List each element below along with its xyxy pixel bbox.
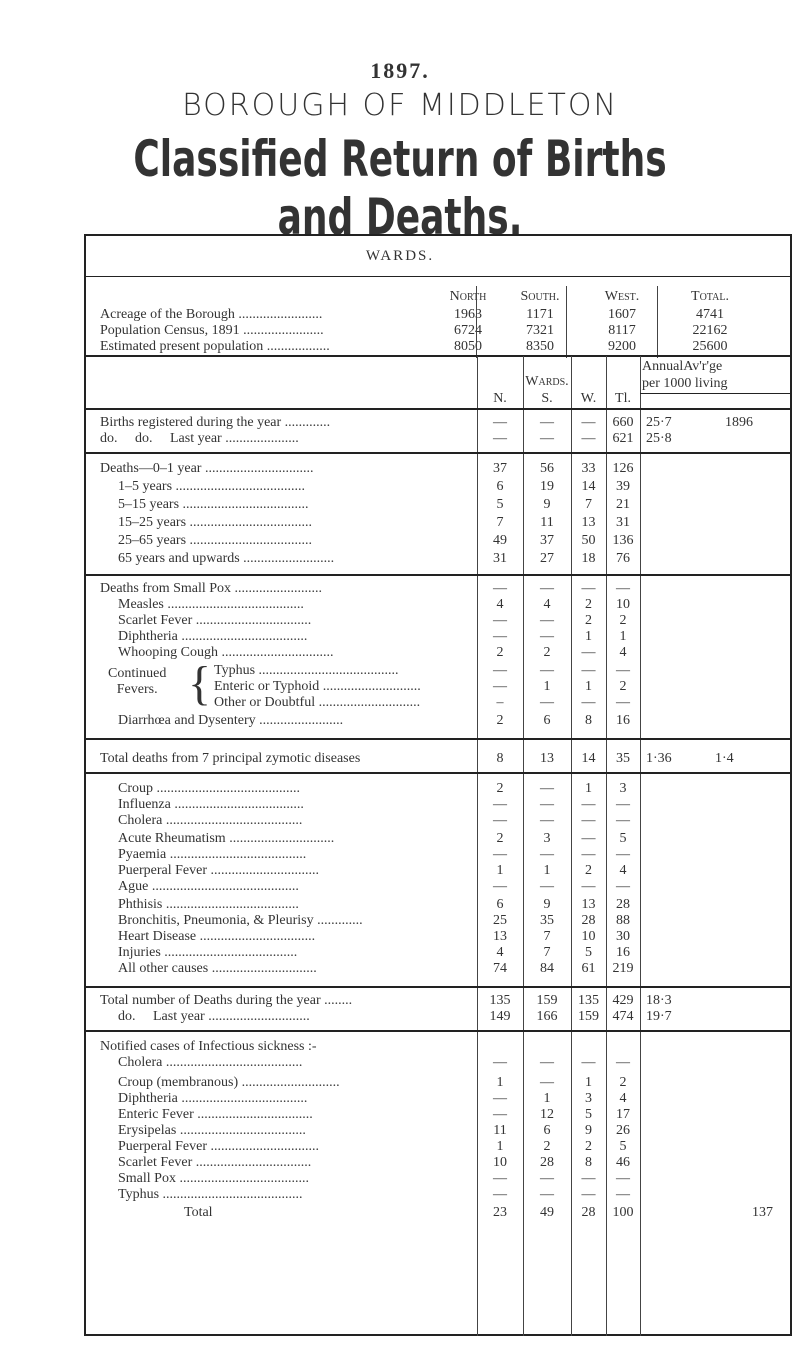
value-cell: — bbox=[581, 847, 596, 862]
acreage-value: 1607 bbox=[608, 307, 636, 322]
value-cell: 9 bbox=[585, 1123, 592, 1138]
age-row-label: 15–25 years ................................... bbox=[118, 516, 313, 530]
notified-row-label: Enteric Fever ................................. bbox=[118, 1108, 313, 1122]
value-cell: 28 bbox=[616, 897, 630, 912]
value-cell: 26 bbox=[616, 1123, 630, 1138]
value-cell: 1 bbox=[496, 1075, 504, 1090]
age-row-label: Deaths—0–1 year ............................... bbox=[100, 462, 314, 476]
age-row-label: 5–15 years .................................... bbox=[118, 498, 309, 512]
value-cell: 1 bbox=[585, 1075, 592, 1090]
value-cell: 5 bbox=[619, 1139, 627, 1154]
value-cell: 100 bbox=[612, 1205, 634, 1220]
zymotic-row-label: Measles ....................................... bbox=[118, 598, 304, 612]
acreage-value: 1963 bbox=[454, 307, 482, 322]
value-cell: — bbox=[581, 1187, 596, 1202]
value-cell: 660 bbox=[612, 415, 634, 430]
value-cell: — bbox=[493, 1091, 507, 1106]
value-cell: — bbox=[581, 415, 596, 430]
value-cell: 3 bbox=[543, 831, 551, 846]
value-cell: — bbox=[493, 581, 507, 596]
notified-row-label: Scarlet Fever ................................. bbox=[118, 1156, 312, 1170]
value-cell: 135 bbox=[578, 993, 599, 1008]
value-cell: 2 bbox=[619, 613, 627, 628]
value-cell: 1 bbox=[543, 863, 551, 878]
acreage-value: 8350 bbox=[526, 339, 554, 354]
value-cell: — bbox=[540, 1171, 554, 1186]
value-cell: — bbox=[493, 847, 507, 862]
value-cell: — bbox=[540, 813, 554, 828]
wards-header: Wards. bbox=[525, 374, 569, 389]
value-cell: 2 bbox=[543, 1139, 551, 1154]
value-cell: 3 bbox=[619, 781, 627, 796]
value-cell: 2 bbox=[585, 1139, 592, 1154]
value-cell: 56 bbox=[540, 461, 554, 476]
value-cell: 5 bbox=[585, 1107, 592, 1122]
col-north: N. bbox=[493, 391, 507, 406]
value-cell: 4 bbox=[496, 597, 504, 612]
value-cell: 5 bbox=[619, 831, 627, 846]
value-cell: 21 bbox=[616, 497, 630, 512]
births-row-label: Births registered during the year ............. bbox=[100, 416, 331, 430]
value-cell: 49 bbox=[493, 533, 507, 548]
ward-col-rule bbox=[566, 286, 567, 358]
total-deaths-avg: 18·3 bbox=[646, 993, 672, 1008]
section-rule bbox=[84, 738, 792, 740]
value-cell: 1 bbox=[619, 629, 627, 644]
value-cell: — bbox=[540, 1055, 554, 1070]
value-cell: 136 bbox=[612, 533, 634, 548]
age-row-label: 25–65 years ................................... bbox=[118, 534, 313, 548]
age-row-label: 65 years and upwards .......................... bbox=[118, 552, 335, 566]
value-cell: — bbox=[493, 1171, 507, 1186]
value-cell: 14 bbox=[581, 751, 596, 766]
value-cell: 10 bbox=[493, 1155, 507, 1170]
value-cell: — bbox=[616, 1055, 630, 1070]
value-cell: 429 bbox=[612, 993, 634, 1008]
ward-col-rule bbox=[476, 286, 477, 358]
value-cell: — bbox=[493, 1187, 507, 1202]
value-cell: 135 bbox=[489, 993, 511, 1008]
value-cell: 61 bbox=[581, 961, 596, 976]
value-cell: — bbox=[493, 415, 507, 430]
value-cell: 49 bbox=[540, 1205, 554, 1220]
acreage-row-label: Acreage of the Borough ........................ bbox=[100, 308, 323, 322]
value-cell: — bbox=[493, 431, 507, 446]
value-cell: 50 bbox=[581, 533, 596, 548]
section-rule bbox=[84, 408, 792, 410]
value-cell: 3 bbox=[585, 1091, 592, 1106]
section-rule bbox=[84, 355, 792, 357]
cause-row-label: Phthisis ...................................... bbox=[118, 898, 299, 912]
page-number: 137 bbox=[752, 1205, 773, 1220]
brace-icon: { bbox=[188, 657, 212, 710]
value-cell: — bbox=[581, 831, 596, 846]
value-cell: — bbox=[616, 663, 630, 678]
notified-row-label: Erysipelas .................................... bbox=[118, 1124, 306, 1138]
value-cell: 12 bbox=[540, 1107, 554, 1122]
value-cell: 2 bbox=[496, 781, 504, 796]
value-cell: — bbox=[493, 797, 507, 812]
value-cell: 8 bbox=[496, 751, 504, 766]
value-cell: 7 bbox=[585, 497, 592, 512]
value-cell: 159 bbox=[578, 1009, 599, 1024]
value-cell: 159 bbox=[536, 993, 558, 1008]
value-cell: 16 bbox=[616, 945, 630, 960]
zymotic-total-avg: 1·36 bbox=[646, 751, 672, 766]
value-cell: — bbox=[581, 431, 596, 446]
value-cell: 8 bbox=[585, 713, 592, 728]
notified-total-label: Total bbox=[184, 1205, 213, 1220]
value-cell: 13 bbox=[493, 929, 507, 944]
acreage-value: 9200 bbox=[608, 339, 636, 354]
value-cell: 28 bbox=[581, 913, 596, 928]
value-cell: 474 bbox=[612, 1009, 634, 1024]
value-cell: — bbox=[540, 629, 554, 644]
section-rule bbox=[84, 1030, 792, 1032]
cause-row-label: Pyaemia ....................................... bbox=[118, 848, 307, 862]
value-cell: 166 bbox=[536, 1009, 558, 1024]
value-cell: 28 bbox=[581, 1205, 596, 1220]
value-cell: 9 bbox=[543, 897, 551, 912]
zymotic-row-label: Scarlet Fever ................................. bbox=[118, 614, 312, 628]
ward-header-2: West. bbox=[604, 289, 640, 304]
value-cell: 6 bbox=[496, 479, 504, 494]
value-cell: 4 bbox=[619, 863, 627, 878]
value-cell: — bbox=[616, 695, 630, 710]
value-cell: 6 bbox=[543, 1123, 551, 1138]
value-cell: 2 bbox=[619, 679, 627, 694]
value-cell: 7 bbox=[496, 515, 504, 530]
col-south: S. bbox=[541, 391, 553, 406]
value-cell: 88 bbox=[616, 913, 630, 928]
value-cell: 16 bbox=[616, 713, 630, 728]
cause-row-label: Ague .......................................... bbox=[118, 880, 299, 894]
zymotic-total-year: 1·4 bbox=[715, 751, 734, 766]
cause-row-label: Puerperal Fever ............................... bbox=[118, 864, 320, 878]
zymotic-total-label: Total deaths from 7 principal zymotic diseases bbox=[100, 751, 361, 766]
ward-header-3: Total. bbox=[691, 289, 729, 304]
value-cell: — bbox=[540, 1187, 554, 1202]
notified-row-label: Croup (membranous) ............................ bbox=[118, 1076, 340, 1090]
value-cell: 39 bbox=[616, 479, 630, 494]
continued-fevers-label: Continued Fevers. bbox=[108, 666, 167, 697]
total-deaths-label: Total number of Deaths during the year ........ bbox=[100, 994, 353, 1008]
value-cell: 30 bbox=[616, 929, 630, 944]
value-cell: — bbox=[581, 813, 596, 828]
avg-header-line1: AnnualAv'r'ge bbox=[642, 359, 723, 374]
cause-row-label: Bronchitis, Pneumonia, & Pleurisy ............. bbox=[118, 914, 363, 928]
value-cell: — bbox=[540, 1075, 554, 1090]
value-cell: — bbox=[581, 1171, 596, 1186]
value-cell: 17 bbox=[616, 1107, 630, 1122]
value-cell: — bbox=[540, 663, 554, 678]
value-cell: 5 bbox=[496, 497, 504, 512]
section-rule bbox=[84, 452, 792, 454]
age-row-label: 1–5 years ..................................... bbox=[118, 480, 306, 494]
page-title: Classified Return of Births and Deaths. bbox=[133, 130, 667, 246]
notified-row-label: Puerperal Fever ............................... bbox=[118, 1140, 320, 1154]
avg-header-line2: per 1000 living bbox=[642, 376, 728, 391]
value-cell: 2 bbox=[496, 645, 504, 660]
acreage-value: 7321 bbox=[526, 323, 554, 338]
value-cell: 35 bbox=[616, 751, 630, 766]
value-cell: — bbox=[493, 679, 507, 694]
col-total: Tl. bbox=[615, 391, 631, 406]
births-avg: 25·8 bbox=[646, 431, 672, 446]
acreage-row-label: Estimated present population .................. bbox=[100, 340, 330, 354]
notified-row-label: Cholera ....................................... bbox=[118, 1056, 303, 1070]
value-cell: 19 bbox=[540, 479, 554, 494]
value-cell: — bbox=[540, 415, 554, 430]
value-cell: 13 bbox=[581, 897, 596, 912]
value-cell: 33 bbox=[581, 461, 596, 476]
wards-rule bbox=[84, 276, 792, 277]
value-cell: 84 bbox=[540, 961, 554, 976]
value-cell: — bbox=[540, 431, 554, 446]
value-cell: 31 bbox=[493, 551, 507, 566]
value-cell: — bbox=[540, 695, 554, 710]
value-cell: — bbox=[540, 581, 554, 596]
zymotic-row-label: Diphtheria .................................... bbox=[118, 630, 308, 644]
value-cell: — bbox=[493, 663, 507, 678]
value-cell: — bbox=[493, 879, 507, 894]
value-cell: 1 bbox=[496, 1139, 504, 1154]
value-cell: 1 bbox=[543, 1091, 551, 1106]
zymotic-row-label: Enteric or Typhoid ............................ bbox=[214, 680, 421, 694]
value-cell: 46 bbox=[616, 1155, 630, 1170]
value-cell: — bbox=[616, 879, 630, 894]
value-cell: 23 bbox=[493, 1205, 507, 1220]
cause-row-label: Acute Rheumatism .............................. bbox=[118, 832, 335, 846]
value-cell: 10 bbox=[581, 929, 596, 944]
value-cell: — bbox=[493, 813, 507, 828]
value-cell: 18 bbox=[581, 551, 596, 566]
value-cell: 6 bbox=[543, 713, 551, 728]
acreage-value: 6724 bbox=[454, 323, 482, 338]
value-cell: 1 bbox=[585, 781, 592, 796]
value-cell: — bbox=[581, 879, 596, 894]
notified-row-label: Typhus ........................................ bbox=[118, 1188, 303, 1202]
value-cell: 4 bbox=[619, 1091, 627, 1106]
value-cell: 2 bbox=[585, 597, 592, 612]
value-cell: 6 bbox=[496, 897, 504, 912]
acreage-value: 8117 bbox=[608, 323, 636, 338]
acreage-value: 1171 bbox=[526, 307, 554, 322]
value-cell: — bbox=[493, 1055, 507, 1070]
value-cell: — bbox=[581, 695, 596, 710]
value-cell: 11 bbox=[493, 1123, 507, 1138]
zymotic-row-label: Diarrhœa and Dysentery ........................ bbox=[118, 714, 344, 728]
value-cell: 27 bbox=[540, 551, 554, 566]
col-west: W. bbox=[580, 391, 597, 406]
value-cell: 149 bbox=[489, 1009, 511, 1024]
cause-row-label: Croup ......................................... bbox=[118, 782, 300, 796]
value-cell: 76 bbox=[616, 551, 630, 566]
acreage-row-label: Population Census, 1891 ....................... bbox=[100, 324, 324, 338]
value-cell: — bbox=[581, 797, 596, 812]
value-cell: 25 bbox=[493, 913, 507, 928]
value-cell: 31 bbox=[616, 515, 630, 530]
value-cell: 74 bbox=[493, 961, 507, 976]
value-cell: 4 bbox=[496, 945, 504, 960]
zymotic-row-label: Whooping Cough ................................ bbox=[118, 646, 334, 660]
ward-header-0: North bbox=[449, 289, 487, 304]
value-cell: — bbox=[616, 813, 630, 828]
acreage-value: 8050 bbox=[454, 339, 482, 354]
value-cell: 37 bbox=[540, 533, 554, 548]
value-cell: — bbox=[581, 645, 596, 660]
value-cell: 2 bbox=[619, 1075, 627, 1090]
value-cell: — bbox=[616, 1171, 630, 1186]
zymotic-row-label: Deaths from Small Pox ......................... bbox=[100, 582, 323, 596]
value-cell: 2 bbox=[496, 713, 504, 728]
value-cell: 2 bbox=[585, 613, 592, 628]
value-cell: 5 bbox=[585, 945, 592, 960]
value-cell: 1 bbox=[543, 679, 551, 694]
value-cell: 28 bbox=[540, 1155, 554, 1170]
zymotic-row-label: Typhus ........................................ bbox=[214, 664, 399, 678]
value-cell: 2 bbox=[543, 645, 551, 660]
cause-row-label: All other causes .............................. bbox=[118, 962, 317, 976]
value-cell: 14 bbox=[581, 479, 596, 494]
value-cell: — bbox=[540, 781, 554, 796]
wards-title: WARDS. bbox=[365, 248, 435, 264]
value-cell: 13 bbox=[581, 515, 596, 530]
value-cell: — bbox=[493, 629, 507, 644]
value-cell: 8 bbox=[585, 1155, 592, 1170]
cause-row-label: Heart Disease ................................. bbox=[118, 930, 316, 944]
notified-row-label: Diphtheria .................................... bbox=[118, 1092, 308, 1106]
value-cell: 37 bbox=[493, 461, 507, 476]
section-rule bbox=[84, 986, 792, 988]
value-cell: — bbox=[581, 581, 596, 596]
value-cell: – bbox=[496, 695, 504, 710]
value-cell: — bbox=[616, 797, 630, 812]
total-deaths-label: do. Last year ............................. bbox=[118, 1010, 310, 1024]
value-cell: — bbox=[493, 613, 507, 628]
value-cell: — bbox=[616, 1187, 630, 1202]
section-rule bbox=[84, 574, 792, 576]
value-cell: — bbox=[493, 1107, 507, 1122]
value-cell: 10 bbox=[616, 597, 630, 612]
value-cell: 219 bbox=[612, 961, 634, 976]
value-cell: 13 bbox=[540, 751, 554, 766]
cause-row-label: Cholera ....................................... bbox=[118, 814, 303, 828]
value-cell: 1 bbox=[585, 679, 592, 694]
table-col-rule bbox=[640, 356, 641, 1336]
births-year: 1896 bbox=[725, 415, 753, 430]
total-deaths-avg: 19·7 bbox=[646, 1009, 672, 1024]
value-cell: 9 bbox=[543, 497, 551, 512]
value-cell: 621 bbox=[612, 431, 634, 446]
cause-row-label: Injuries ...................................... bbox=[118, 946, 298, 960]
ward-header-1: South. bbox=[520, 289, 560, 304]
acreage-value: 22162 bbox=[692, 323, 728, 338]
births-avg: 25·7 bbox=[646, 415, 672, 430]
value-cell: — bbox=[616, 847, 630, 862]
value-cell: — bbox=[581, 1055, 596, 1070]
zymotic-row-label: Other or Doubtful ............................. bbox=[214, 696, 421, 710]
value-cell: — bbox=[540, 797, 554, 812]
value-cell: 35 bbox=[540, 913, 554, 928]
value-cell: — bbox=[540, 847, 554, 862]
acreage-value: 25600 bbox=[692, 339, 728, 354]
value-cell: — bbox=[581, 663, 596, 678]
year-heading: 1897. bbox=[370, 58, 430, 83]
value-cell: 11 bbox=[540, 515, 554, 530]
value-cell: 2 bbox=[496, 831, 504, 846]
births-row-label: do. do. Last year ..................... bbox=[100, 432, 299, 446]
avg-header-rule bbox=[640, 393, 792, 394]
notified-row-label: Small Pox ..................................... bbox=[118, 1172, 309, 1186]
value-cell: 4 bbox=[543, 597, 551, 612]
value-cell: — bbox=[540, 879, 554, 894]
value-cell: 1 bbox=[585, 629, 592, 644]
value-cell: 7 bbox=[543, 945, 551, 960]
value-cell: — bbox=[540, 613, 554, 628]
value-cell: 1 bbox=[496, 863, 504, 878]
value-cell: 2 bbox=[585, 863, 592, 878]
acreage-value: 4741 bbox=[696, 307, 724, 322]
ward-col-rule bbox=[657, 286, 658, 358]
value-cell: 4 bbox=[619, 645, 627, 660]
borough-heading: BOROUGH OF MIDDLETON bbox=[182, 88, 618, 123]
cause-row-label: Influenza ..................................... bbox=[118, 798, 304, 812]
value-cell: — bbox=[616, 581, 630, 596]
notified-heading: Notified cases of Infectious sickness :- bbox=[100, 1039, 317, 1054]
value-cell: 7 bbox=[543, 929, 551, 944]
value-cell: 126 bbox=[612, 461, 634, 476]
section-rule bbox=[84, 772, 792, 774]
